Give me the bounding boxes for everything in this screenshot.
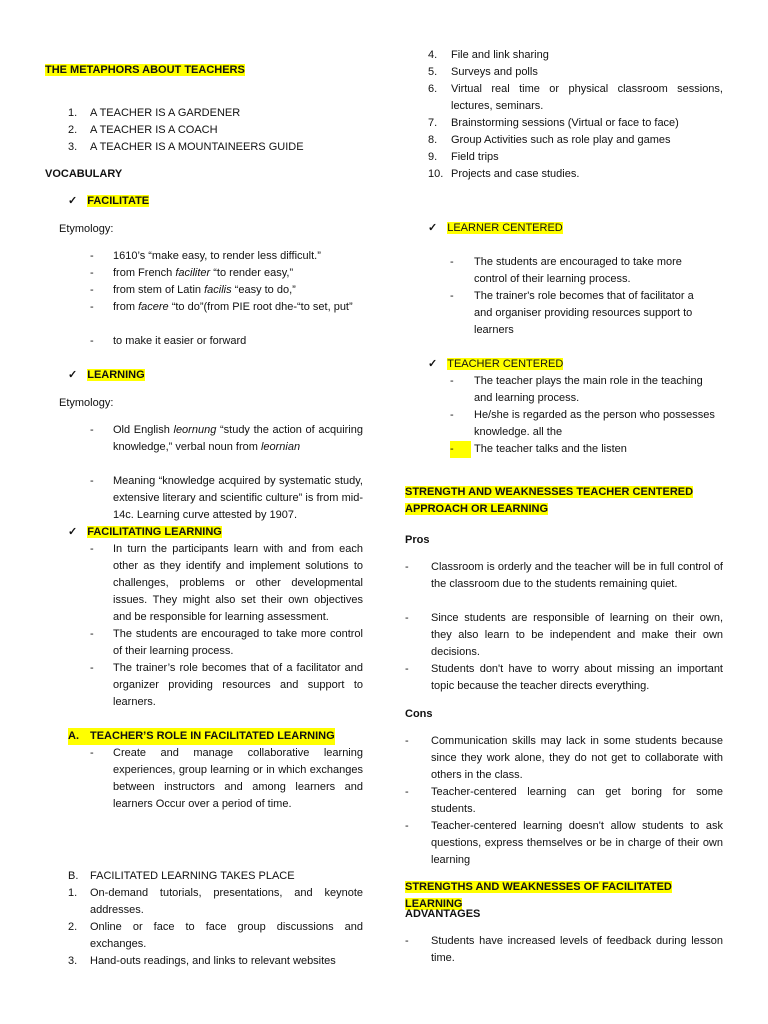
list-item: - The trainer’s role becomes that of a facilitator and organizer providing resources and support to learners. — [90, 662, 363, 708]
list-item: - from facere “to do”(from PIE root dhe-“to set, put” — [90, 301, 353, 313]
list-item: 9. Field trips — [428, 151, 499, 163]
list-item: 3. A TEACHER IS A MOUNTAINEERS GUIDE — [68, 141, 304, 153]
list-item: - to make it easier or forward — [90, 335, 247, 347]
list-item: 1. A TEACHER IS A GARDENER — [68, 107, 241, 119]
takes-place-heading: B. FACILITATED LEARNING TAKES PLACE — [68, 870, 295, 882]
facilitating-learning-heading: ✓ FACILITATING LEARNING — [68, 526, 222, 538]
list-item: - The students are encouraged to take more control of their learning process. — [450, 256, 682, 285]
check-icon: ✓ — [68, 195, 78, 207]
learning-heading: ✓ LEARNING — [68, 369, 145, 381]
etymology-label: Etymology: — [59, 223, 114, 235]
list-item: - Students don't have to worry about missing an important topic because the teacher directs everything. — [405, 663, 723, 692]
list-item: - In turn the participants learn with and from each other as they identify and implement solutions to challenges, problems or other developmental issues. They might also set their own objectives and be responsible for learning assessment. — [90, 543, 363, 623]
doc-title: THE METAPHORS ABOUT TEACHERS — [45, 64, 245, 76]
sw-teacher-centered-heading: STRENGTH AND WEAKNESSES TEACHER CENTERED APPROACH OR LEARNING — [405, 486, 694, 515]
list-item: - Communication skills may lack in some students because since they work alone, they do not get to collaborate with others in the class. — [405, 735, 723, 781]
list-item: - Since students are responsible of learning on their own, they also learn to be independent and make their own decisions. — [405, 612, 723, 658]
list-item: - The trainer's role becomes that of facilitator a and organiser providing resources support to learners — [450, 290, 694, 336]
list-item: 2. A TEACHER IS A COACH — [68, 124, 218, 136]
list-item: - The teacher plays the main role in the teaching and learning process. — [450, 375, 703, 404]
check-icon: ✓ — [428, 358, 438, 370]
vocabulary-heading: VOCABULARY — [45, 168, 123, 180]
teachers-role-heading: A. TEACHER’S ROLE IN FACILITATED LEARNING — [68, 728, 363, 745]
list-item: 2. Online or face to face group discussions and exchanges. — [68, 921, 363, 950]
list-item: - Teacher-centered learning doesn't allow students to ask questions, express themselves or be in charge of their own learning — [405, 820, 723, 866]
list-item: - from stem of Latin facilis “easy to do,” — [90, 284, 296, 296]
list-item: - 1610’s “make easy, to render less difficult.” — [90, 250, 321, 262]
facilitate-heading: ✓ FACILITATE — [68, 195, 150, 207]
sw-facilitated-heading: STRENGTHS AND WEAKNESSES OF FACILITATED LEARNING — [405, 881, 672, 910]
check-icon: ✓ — [428, 222, 438, 234]
list-item: - Students have increased levels of feedback during lesson time. — [405, 935, 723, 964]
list-item: 10. Projects and case studies. — [428, 168, 580, 180]
list-item: 3. Hand-outs readings, and links to relevant websites — [68, 955, 336, 967]
list-item: 8. Group Activities such as role play and games — [428, 134, 671, 146]
teacher-centered-heading: ✓ TEACHER CENTERED — [428, 358, 564, 370]
advantages-heading: ADVANTAGES — [405, 908, 481, 920]
list-item: 4. File and link sharing — [428, 49, 549, 61]
list-item: 6. Virtual real time or physical classroom sessions, lectures, seminars. — [428, 83, 723, 112]
list-item: - Teacher-centered learning can get boring for some students. — [405, 786, 723, 815]
check-icon: ✓ — [68, 526, 78, 538]
list-item: - Classroom is orderly and the teacher will be in full control of the classroom due to the students remaining quiet. — [405, 561, 723, 590]
check-icon: ✓ — [68, 369, 78, 381]
etymology-label: Etymology: — [59, 397, 114, 409]
list-item: - Meaning “knowledge acquired by systematic study, extensive literary and scientific culture” is from mid-14c. Learning curve attested by 1907. — [90, 475, 363, 521]
list-item: 1. On-demand tutorials, presentations, and keynote addresses. — [68, 887, 363, 916]
list-item: 7. Brainstorming sessions (Virtual or face to face) — [428, 117, 679, 129]
list-item: - Create and manage collaborative learning experiences, group learning or in which exchanges between instructors and among learners and learners Occur over a period of time. — [90, 747, 363, 810]
list-item: - The students are encouraged to take more control of their learning process. — [90, 628, 363, 657]
list-item: 5. Surveys and polls — [428, 66, 538, 78]
pros-heading: Pros — [405, 534, 430, 546]
list-item: - He/she is regarded as the person who possesses knowledge. all the — [450, 409, 715, 438]
list-item: - The teacher talks and the listen — [450, 441, 723, 458]
list-item: - Old English leornung “study the action of acquiring knowledge,” verbal noun from leornian — [90, 424, 363, 453]
list-item: - from French faciliter “to render easy,” — [90, 267, 294, 279]
learner-centered-heading: ✓ LEARNER CENTERED — [428, 222, 563, 234]
cons-heading: Cons — [405, 708, 433, 720]
